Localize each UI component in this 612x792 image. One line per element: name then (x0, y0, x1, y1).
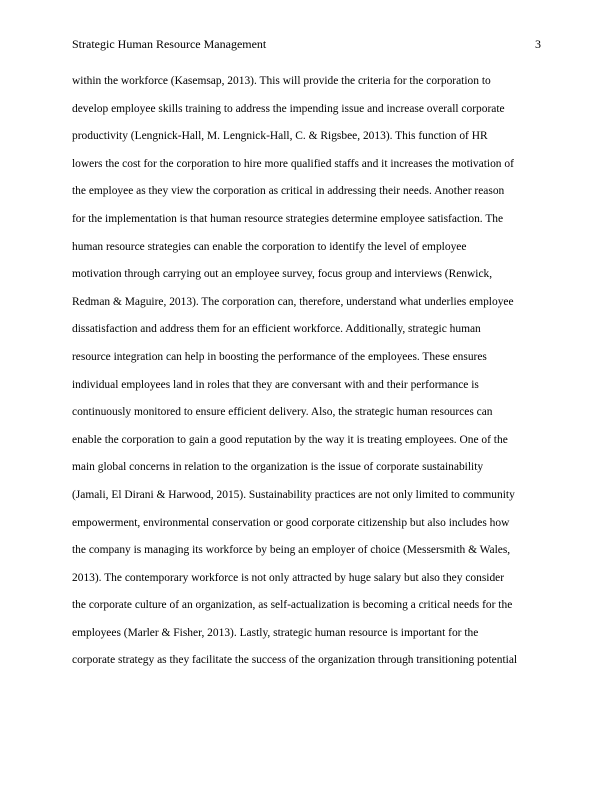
text-line: resource integration can help in boosting the performance of the employees. These ensures (72, 350, 487, 363)
text-line: 2013). The contemporary workforce is not only attracted by huge salary but also they consider (72, 571, 505, 584)
text-line: empowerment, environmental conservation or good corporate citizenship but also includes how (72, 516, 510, 529)
text-line: productivity (Lengnick-Hall, M. Lengnick-Hall, C. & Rigsbee, 2013). This function of HR (72, 130, 488, 143)
text-line: enable the corporation to gain a good reputation by the way it is treating employees. One of the (72, 433, 508, 446)
text-line: motivation through carrying out an employee survey, focus group and interviews (Renwick, (72, 268, 493, 281)
text-line: human resource strategies can enable the corporation to identify the level of employee (72, 240, 467, 253)
text-line: the company is managing its workforce by being an employer of choice (Messersmith & Wales, (72, 544, 511, 557)
text-line: (Jamali, El Dirani & Harwood, 2015). Sustainability practices are not only limited to community (72, 488, 515, 501)
text-line: individual employees land in roles that they are conversant with and their performance is (72, 378, 479, 391)
text-line: the corporate culture of an organization, as self-actualization is becoming a critical needs for the (72, 599, 513, 612)
text-line: for the implementation is that human resource strategies determine employee satisfaction. The (72, 212, 504, 225)
page-number: 3 (535, 37, 541, 51)
text-line: corporate strategy as they facilitate the success of the organization through transitioning potential (72, 654, 518, 667)
text-line: develop employee skills training to address the impending issue and increase overall corporate (72, 102, 505, 115)
text-line: within the workforce (Kasemsap, 2013). This will provide the criteria for the corporation to (72, 75, 491, 87)
text-line: the employee as they view the corporation as critical in addressing their needs. Another reason (72, 185, 505, 198)
text-line: dissatisfaction and address them for an efficient workforce. Additionally, strategic human (72, 323, 481, 336)
text-line: employees (Marler & Fisher, 2013). Lastly, strategic human resource is important for the (72, 626, 479, 639)
text-line: main global concerns in relation to the organization is the issue of corporate sustainability (72, 461, 484, 474)
text-line: Redman & Maguire, 2013). The corporation can, therefore, understand what underlies employee (72, 295, 514, 308)
running-head-title: Strategic Human Resource Management (72, 37, 267, 51)
page-header (72, 36, 541, 52)
text-line: continuously monitored to ensure efficient delivery. Also, the strategic human resources can (72, 406, 493, 419)
text-line: lowers the cost for the corporation to hire more qualified staffs and it increases the motivation of (72, 157, 514, 170)
body-paragraph (72, 68, 542, 675)
